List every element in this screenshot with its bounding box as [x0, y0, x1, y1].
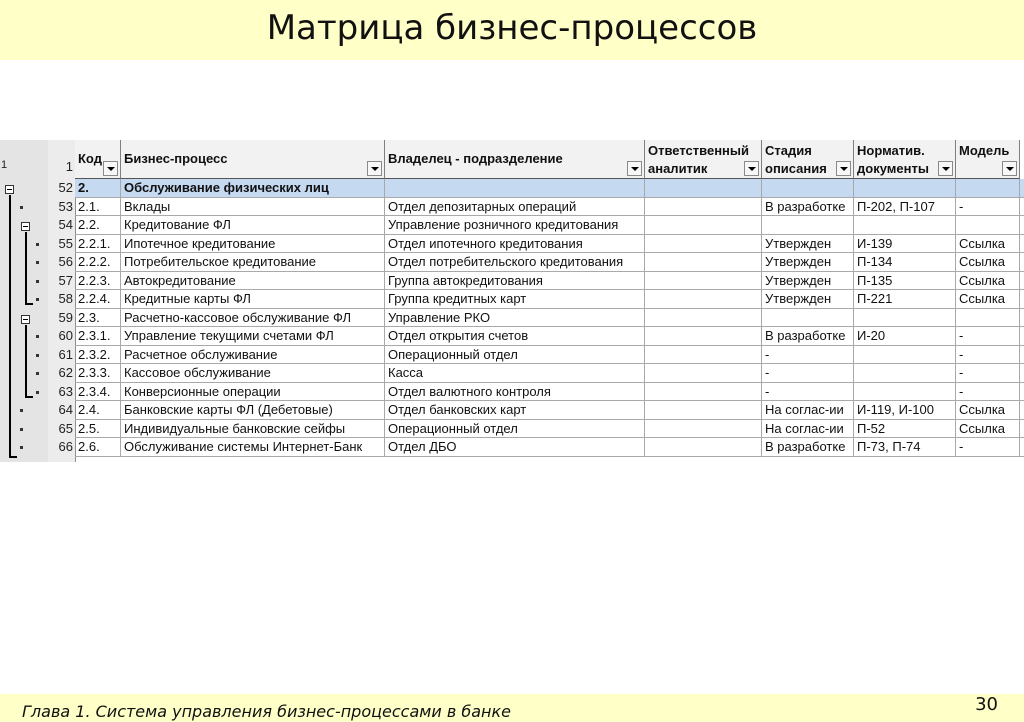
- cell-stage[interactable]: [762, 179, 854, 198]
- outline-dot: [20, 446, 23, 449]
- header-label: Стадия описания: [765, 143, 827, 176]
- cell-owner[interactable]: Отдел ипотечного кредитования: [385, 235, 645, 254]
- cell-code[interactable]: 2.3.4.: [75, 383, 121, 402]
- column-header-code: [75, 140, 121, 179]
- header-label: Владелец - подразделение: [388, 151, 563, 166]
- cell-code[interactable]: 2.4.: [75, 401, 121, 420]
- cell-analyst[interactable]: [645, 235, 762, 254]
- cell-stage[interactable]: [762, 309, 854, 328]
- cell-stage[interactable]: В разработке: [762, 198, 854, 217]
- cell-model[interactable]: -: [956, 198, 1020, 217]
- cell-owner[interactable]: Отдел депозитарных операций: [385, 198, 645, 217]
- row-number[interactable]: 1: [65, 159, 73, 174]
- cell-model[interactable]: Ссылка: [956, 290, 1020, 309]
- cell-model[interactable]: [956, 309, 1020, 328]
- cell-docs[interactable]: П-52: [854, 420, 956, 439]
- cell-code[interactable]: 2.2.4.: [75, 290, 121, 309]
- cell-code[interactable]: 2.2.2.: [75, 253, 121, 272]
- row-number[interactable]: 65: [58, 420, 73, 436]
- outline-dot: [36, 280, 39, 283]
- cell-stage[interactable]: В разработке: [762, 438, 854, 457]
- cell-process[interactable]: Банковские карты ФЛ (Дебетовые): [121, 401, 385, 420]
- cell-model[interactable]: -: [956, 364, 1020, 383]
- outline-dot: [36, 261, 39, 264]
- cell-stage[interactable]: На соглас-ии: [762, 420, 854, 439]
- cell-code[interactable]: 2.2.: [75, 216, 121, 235]
- table-row[interactable]: [75, 346, 1024, 365]
- outline-bracket: [25, 396, 33, 398]
- cell-stage[interactable]: Утвержден: [762, 290, 854, 309]
- outline-bracket: [9, 195, 11, 458]
- row-number[interactable]: 64: [58, 402, 73, 417]
- page-number: 30: [975, 694, 998, 715]
- cell-process[interactable]: Вклады: [121, 198, 385, 217]
- table-row[interactable]: [75, 383, 1024, 402]
- cell-model[interactable]: -: [956, 346, 1020, 365]
- outline-dot: [36, 354, 39, 357]
- cell-docs[interactable]: П-134: [854, 253, 956, 272]
- table-row[interactable]: [75, 309, 1024, 328]
- table-row[interactable]: [75, 401, 1024, 420]
- filter-dropdown-button[interactable]: [1002, 161, 1017, 176]
- cell-process[interactable]: Ипотечное кредитование: [121, 235, 385, 254]
- cell-model[interactable]: Ссылка: [956, 272, 1020, 291]
- cell-process[interactable]: Конверсионные операции: [121, 383, 385, 402]
- cell-docs[interactable]: П-221: [854, 290, 956, 309]
- cell-docs[interactable]: П-202, П-107: [854, 198, 956, 217]
- outline-bracket: [9, 456, 17, 458]
- cell-docs[interactable]: П-135: [854, 272, 956, 291]
- outline-bracket: [25, 303, 33, 305]
- table-row[interactable]: [75, 272, 1024, 291]
- cell-code[interactable]: 2.2.3.: [75, 272, 121, 291]
- cell-model[interactable]: [956, 216, 1020, 235]
- cell-owner[interactable]: Управление розничного кредитования: [385, 216, 645, 235]
- outline-dot: [20, 206, 23, 209]
- cell-process[interactable]: Расчетно-кассовое обслуживание ФЛ: [121, 309, 385, 328]
- cell-owner[interactable]: Касса: [385, 364, 645, 383]
- table-row[interactable]: [75, 438, 1024, 457]
- cell-process[interactable]: Кредитные карты ФЛ: [121, 290, 385, 309]
- column-header-analyst: [645, 140, 762, 179]
- cell-code[interactable]: 2.2.1.: [75, 235, 121, 254]
- table-row[interactable]: [75, 179, 1024, 198]
- outline-bracket: [25, 232, 27, 305]
- cell-code[interactable]: 2.3.2.: [75, 346, 121, 365]
- cell-owner[interactable]: Отдел банковских карт: [385, 401, 645, 420]
- outline-level-label[interactable]: 1: [1, 159, 8, 171]
- column-header-docs: [854, 140, 956, 179]
- cell-docs[interactable]: [854, 383, 956, 402]
- cell-process[interactable]: Обслуживание физических лиц: [121, 179, 385, 198]
- row-number[interactable]: 60: [58, 328, 73, 343]
- cell-docs[interactable]: И-139: [854, 235, 956, 254]
- cell-docs[interactable]: [854, 179, 956, 198]
- cell-process[interactable]: Расчетное обслуживание: [121, 346, 385, 365]
- table-row[interactable]: [75, 364, 1024, 383]
- cell-stage[interactable]: На соглас-ии: [762, 401, 854, 420]
- cell-docs[interactable]: [854, 216, 956, 235]
- header-label: Норматив. документы: [857, 143, 929, 176]
- cell-analyst[interactable]: [645, 253, 762, 272]
- collapse-group-button[interactable]: [21, 315, 30, 324]
- cell-model[interactable]: Ссылка: [956, 401, 1020, 420]
- cell-owner[interactable]: Отдел валютного контроля: [385, 383, 645, 402]
- cell-analyst[interactable]: [645, 309, 762, 328]
- cell-owner[interactable]: Группа кредитных карт: [385, 290, 645, 309]
- outline-dot: [36, 298, 39, 301]
- cell-owner[interactable]: Отдел потребительского кредитования: [385, 253, 645, 272]
- cell-docs[interactable]: И-119, И-100: [854, 401, 956, 420]
- table-row[interactable]: [75, 253, 1024, 272]
- cell-analyst[interactable]: [645, 290, 762, 309]
- cell-process[interactable]: Кредитование ФЛ: [121, 216, 385, 235]
- column-header-model: [956, 140, 1020, 179]
- cell-model[interactable]: -: [956, 327, 1020, 346]
- outline-dot: [36, 243, 39, 246]
- table-row[interactable]: [75, 327, 1024, 346]
- cell-process[interactable]: Индивидуальные банковские сейфы: [121, 420, 385, 439]
- cell-docs[interactable]: [854, 346, 956, 365]
- table-row[interactable]: [75, 420, 1024, 439]
- cell-stage[interactable]: -: [762, 346, 854, 365]
- row-number[interactable]: 55: [58, 235, 73, 251]
- filter-dropdown-button[interactable]: [836, 161, 851, 176]
- cell-analyst[interactable]: [645, 327, 762, 346]
- filter-dropdown-button[interactable]: [627, 161, 642, 176]
- cell-model[interactable]: Ссылка: [956, 235, 1020, 254]
- cell-code[interactable]: 2.5.: [75, 420, 121, 439]
- cell-analyst[interactable]: [645, 438, 762, 457]
- outline-dot: [36, 391, 39, 394]
- row-number[interactable]: 59: [58, 309, 73, 325]
- cell-analyst[interactable]: [645, 364, 762, 383]
- table-row[interactable]: [75, 198, 1024, 217]
- table-row[interactable]: [75, 235, 1024, 254]
- header-label: Ответственный аналитик: [648, 143, 749, 176]
- column-header-process: [121, 140, 385, 179]
- table-row[interactable]: [75, 216, 1024, 235]
- cell-owner[interactable]: Отдел ДБО: [385, 438, 645, 457]
- cell-stage[interactable]: В разработке: [762, 327, 854, 346]
- row-number[interactable]: 58: [58, 291, 73, 306]
- cell-owner[interactable]: Управление РКО: [385, 309, 645, 328]
- cell-stage[interactable]: -: [762, 364, 854, 383]
- cell-process[interactable]: Кассовое обслуживание: [121, 364, 385, 383]
- cell-process[interactable]: Обслуживание системы Интернет-Банк: [121, 438, 385, 457]
- cell-code[interactable]: 2.6.: [75, 438, 121, 457]
- cell-process[interactable]: Автокредитование: [121, 272, 385, 291]
- spreadsheet: [0, 140, 1024, 462]
- row-number[interactable]: 63: [58, 383, 73, 399]
- row-number[interactable]: 61: [58, 346, 73, 362]
- cell-analyst[interactable]: [645, 383, 762, 402]
- filter-dropdown-button[interactable]: [367, 161, 382, 176]
- cell-analyst[interactable]: [645, 198, 762, 217]
- cell-code[interactable]: 2.3.1.: [75, 327, 121, 346]
- cell-code[interactable]: 2.: [75, 179, 121, 198]
- outline-bracket: [25, 325, 27, 398]
- row-number[interactable]: 54: [58, 217, 73, 232]
- cell-model[interactable]: [956, 179, 1020, 198]
- cell-analyst[interactable]: [645, 272, 762, 291]
- cell-analyst[interactable]: [645, 420, 762, 439]
- cell-owner[interactable]: Группа автокредитования: [385, 272, 645, 291]
- cell-docs[interactable]: [854, 309, 956, 328]
- cell-code[interactable]: 2.1.: [75, 198, 121, 217]
- cell-analyst[interactable]: [645, 179, 762, 198]
- cell-owner[interactable]: [385, 179, 645, 198]
- cell-analyst[interactable]: [645, 401, 762, 420]
- row-number[interactable]: 62: [58, 365, 73, 380]
- cell-model[interactable]: Ссылка: [956, 253, 1020, 272]
- outline-dot: [36, 335, 39, 338]
- footer-chapter: Глава 1. Система управления бизнес-процессами в банке: [22, 702, 511, 721]
- cell-code[interactable]: 2.3.: [75, 309, 121, 328]
- cell-docs[interactable]: [854, 364, 956, 383]
- column-header-owner: [385, 140, 645, 179]
- cell-owner[interactable]: Операционный отдел: [385, 420, 645, 439]
- outline-dot: [20, 428, 23, 431]
- cell-analyst[interactable]: [645, 346, 762, 365]
- outline-dot: [36, 372, 39, 375]
- cell-docs[interactable]: П-73, П-74: [854, 438, 956, 457]
- cell-process[interactable]: Потребительское кредитование: [121, 253, 385, 272]
- cell-model[interactable]: -: [956, 438, 1020, 457]
- collapse-group-button[interactable]: [21, 222, 30, 231]
- filter-dropdown-button[interactable]: [744, 161, 759, 176]
- slide-title: Матрица бизнес-процессов: [266, 8, 758, 48]
- row-header-column: [48, 140, 76, 462]
- header-label: Бизнес-процесс: [124, 151, 228, 166]
- cell-stage[interactable]: [762, 216, 854, 235]
- cell-model[interactable]: -: [956, 383, 1020, 402]
- cell-stage[interactable]: Утвержден: [762, 272, 854, 291]
- header-label: Модель: [959, 143, 1010, 158]
- column-header-stage: [762, 140, 854, 179]
- cell-model[interactable]: Ссылка: [956, 420, 1020, 439]
- row-number[interactable]: 52: [58, 180, 73, 195]
- row-number[interactable]: 56: [58, 254, 73, 269]
- cell-owner[interactable]: Отдел открытия счетов: [385, 327, 645, 346]
- collapse-group-button[interactable]: [5, 185, 14, 194]
- row-number[interactable]: 53: [58, 198, 73, 214]
- cell-process[interactable]: Управление текущими счетами ФЛ: [121, 327, 385, 346]
- cell-docs[interactable]: И-20: [854, 327, 956, 346]
- table-row[interactable]: [75, 290, 1024, 309]
- header-label: Код: [78, 151, 102, 166]
- row-number[interactable]: 57: [58, 272, 73, 288]
- row-number[interactable]: 66: [58, 439, 73, 454]
- cell-owner[interactable]: Операционный отдел: [385, 346, 645, 365]
- cell-stage[interactable]: Утвержден: [762, 253, 854, 272]
- cell-code[interactable]: 2.3.3.: [75, 364, 121, 383]
- filter-dropdown-button[interactable]: [103, 161, 118, 176]
- cell-analyst[interactable]: [645, 216, 762, 235]
- filter-dropdown-button[interactable]: [938, 161, 953, 176]
- cell-stage[interactable]: Утвержден: [762, 235, 854, 254]
- cell-stage[interactable]: -: [762, 383, 854, 402]
- outline-dot: [20, 409, 23, 412]
